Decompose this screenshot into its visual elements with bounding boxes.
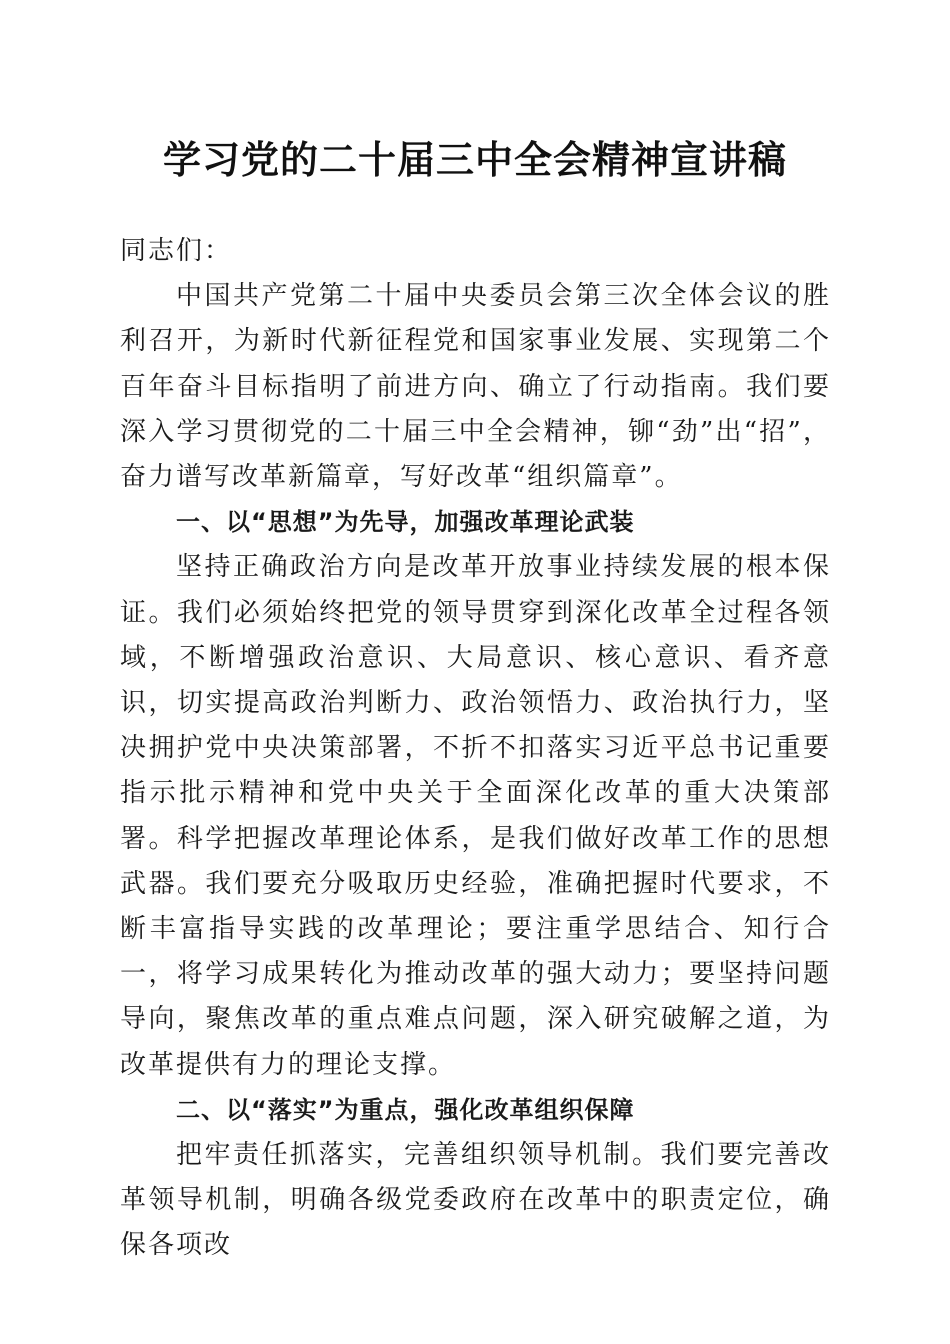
section-heading-2: 二、以“落实”为重点，强化改革组织保障 — [176, 1095, 635, 1124]
document-body — [120, 229, 831, 1269]
intro-paragraph: 中国共产党第二十届中央委员会第三次全体会议的胜利召开，为新时代新征程党和国家事业发展、实现第二个百年奋斗目标指明了前进方向、确立了行动指南。我们要深入学习贯彻党的二十届三中全会精神，铆“劲”出“招”，奋力谱写改革新篇章，写好改革“组织篇章”。 — [120, 281, 831, 493]
salutation: 同志们： — [120, 236, 233, 266]
section-paragraph-1: 坚持正确政治方向是改革开放事业持续发展的根本保证。我们必须始终把党的领导贯穿到深化改革全过程各领域，不断增强政治意识、大局意识、核心意识、看齐意识，切实提高政治判断力、政治领悟力、政治执行力，坚决拥护党中央决策部署，不折不扣落实习近平总书记重要指示批示精神和党中央关于全面深化改革的重大决策部署。科学把握改革理论体系，是我们做好改革工作的思想武器。我们要充分吸取历史经验，准确把握时代要求，不断丰富指导实践的改革理论；要注重学思结合、知行合一，将学习成果转化为推动改革的强大动力；要坚持问题导向，聚焦改革的重点难点问题，深入研究破解之道，为改革提供有力的理论支撑。 — [120, 552, 831, 1080]
section-heading-1: 一、以“思想”为先导，加强改革理论武装 — [176, 508, 635, 537]
document-title: 学习党的二十届三中全会精神宣讲稿 — [162, 138, 787, 182]
section-paragraph-2: 把牢责任抓落实，完善组织领导机制。我们要完善改革领导机制，明确各级党委政府在改革中的职责定位，确保各项改 — [120, 1140, 831, 1261]
